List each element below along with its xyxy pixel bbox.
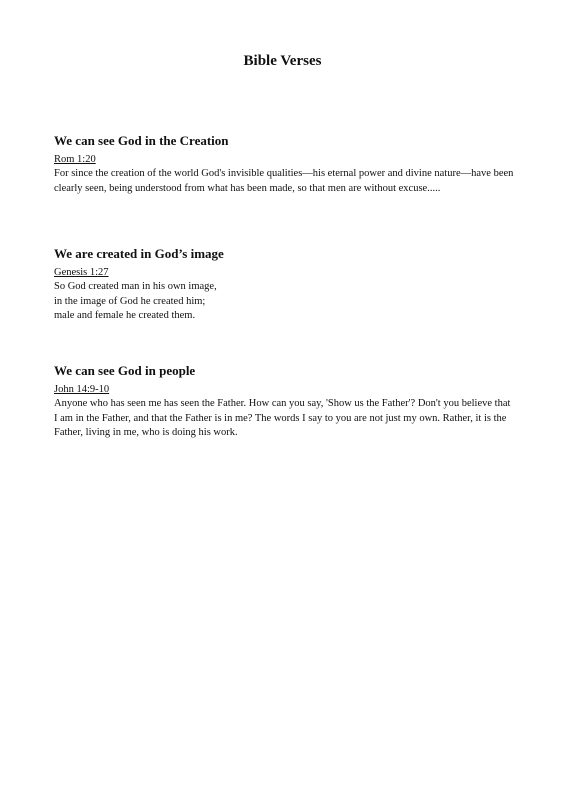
verse-text: For since the creation of the world God's invisible qualities—his eternal power and divine nature—have been clearly seen, being understood from what has been made, so that men are without excuse..... — [54, 168, 514, 194]
verse-line: in the image of God he created him; — [54, 295, 206, 307]
verse-line: male and female he created them. — [54, 310, 196, 321]
verse-line: So God created man in his own image, — [54, 281, 217, 292]
section-creation — [54, 133, 514, 196]
page-title: Bible Verses — [243, 53, 322, 69]
verse-reference-link[interactable]: John 14:9-10 — [54, 384, 110, 395]
section-heading: We can see God in people — [54, 363, 196, 378]
verse-reference-link[interactable]: Rom 1:20 — [54, 154, 96, 165]
verse-text: Anyone who has seen me has seen the Father. How can you say, 'Show us the Father'? Don't you believe that I am in the Father, and that the Father is in me? The words I say to you are not just my own. Rather, it is the Father, living in me, who is doing his work. — [54, 398, 511, 438]
verse-text — [54, 280, 514, 324]
section-heading: We can see God in the Creation — [54, 133, 229, 148]
verse-reference-link[interactable]: Genesis 1:27 — [54, 267, 109, 278]
section-people — [54, 363, 514, 441]
section-image — [54, 246, 514, 324]
section-heading: We are created in God’s image — [54, 246, 224, 261]
